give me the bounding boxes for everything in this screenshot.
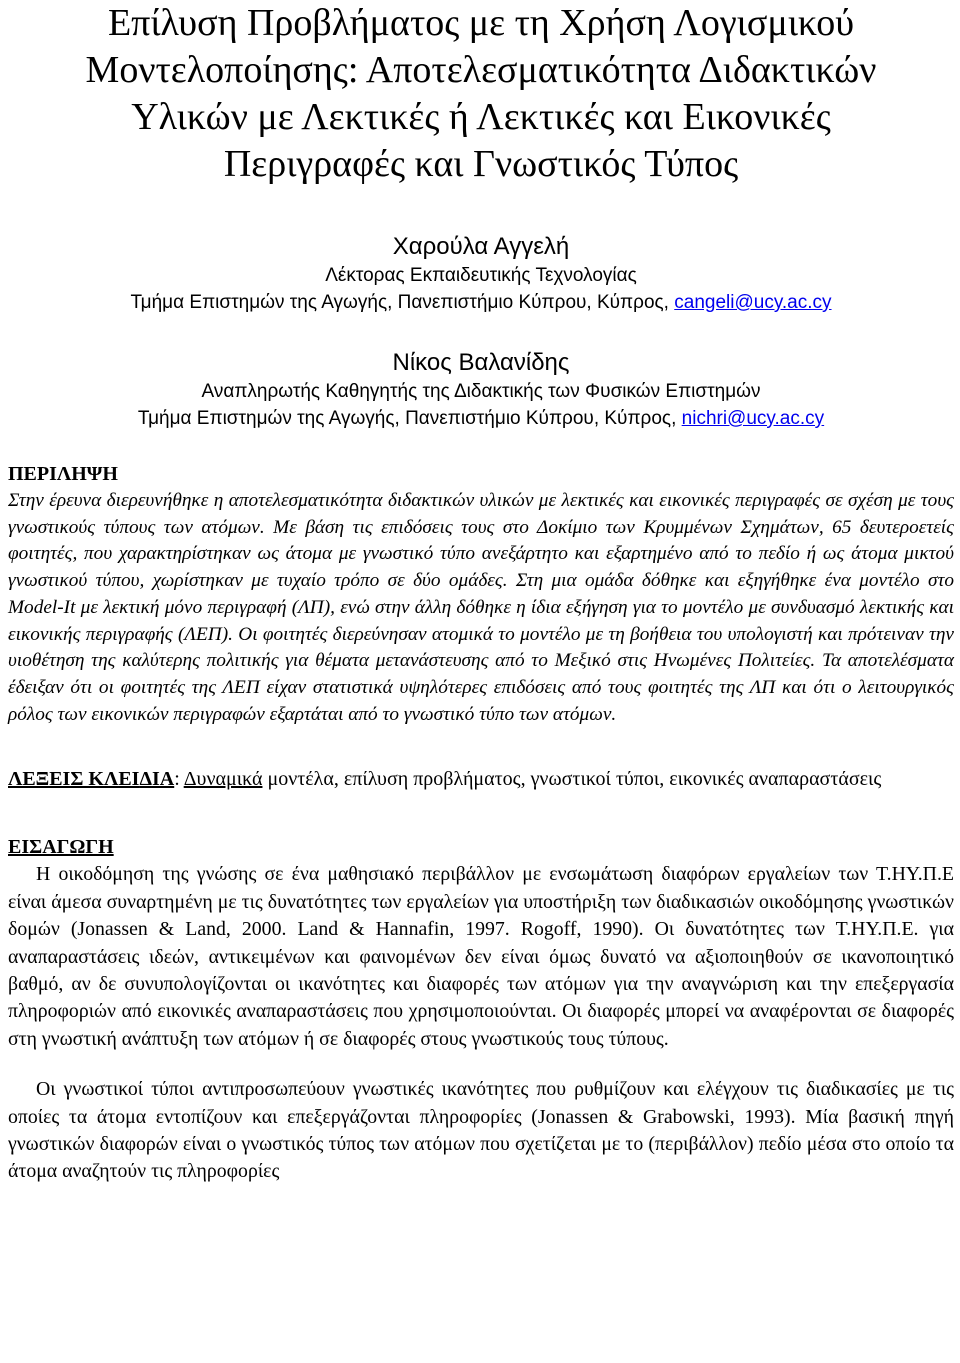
author-affiliation: Τμήμα Επιστημών της Αγωγής, Πανεπιστήμιο Κύπρου, Κύπρος, [130,292,675,313]
keywords-label-part: ΙΑ [151,768,175,791]
author-name: Νίκος Βαλανίδης [392,349,570,376]
author-email-link[interactable]: nichri@ucy.ac.cy [681,408,825,429]
author-affiliation: Τμήμα Επιστημών της Αγωγής, Πανεπιστήμιο Κύπρου, Κύπρος, [137,408,682,429]
introduction-heading-text: ΕΙΣΑΓΩΓΗ [8,836,114,859]
keywords-line [8,765,954,793]
author-email-link[interactable]: cangeli@ucy.ac.cy [674,292,832,313]
title-line: Υλικών με Λεκτικές ή Λεκτικές και Εικονικές [131,96,831,138]
author-block-1 [8,232,954,316]
introduction-paragraph: Η οικοδόμηση της γνώσης σε ένα μαθησιακό περιβάλλον με ενσωμάτωση διαφόρων εργαλείων των Τ.ΗΥ.Π.Ε είναι άμεσα συναρτημένη με τις δυνατότητες των εργαλείων για υποστήριξη των διαδικασιών οικοδόμησης γνωστικών δομών (Jonassen & Land, 2000. Land & Hannafin, 1997. Rogoff, 1990). Οι δυνατότητες των Τ.ΗΥ.Π.Ε. για αναπαραστάσεις ιδεών, αντικειμένων και φαινομένων δεν είναι όμως δυνατό να αξιοποιηθούν σε ικανοποιητικό βαθμό, αν δε συνυπολογίζονται οι ικανότητες και διαφορές των ατόμων για την αναγνώριση και την επεξεργασία πληροφοριών από εικονικές αναπαραστάσεις που χρησιμοποιούνται. Οι διαφορές μπορεί να αναφέρονται σε διαφορές στη γνωστική ανάπτυξη των ατόμων ή σε διαφορές στους γνωστικούς τους τύπους. [8,863,954,1050]
keywords-first-word: Δυναμικά [183,768,263,791]
document-page [8,0,954,1186]
keywords-label-part: ΛΕΞΕΙΣ ΚΛΕΙ [8,768,140,791]
author-block-2 [8,348,954,432]
title-line: Επίλυση Προβλήματος με τη Χρήση Λογισμικού [107,2,855,44]
title-line: Περιγραφές και Γνωστικός Τύπος [223,143,739,185]
keywords-label [8,768,174,790]
title-line: Μοντελοποίησης: Αποτελεσματικότητα Διδακτικών [85,49,877,91]
abstract-text: Στην έρευνα διερευνήθηκε η αποτελεσματικότητα διδακτικών υλικών με λεκτικές και εικονικές περιγραφές σε σχέση με τους γνωστικούς τύπους των ατόμων. Με βάση τις επιδόσεις τους στο Δοκίμιο των Κρυμμένων Σχημάτων, 65 δευτεροετείς φοιτητές, που χαρακτηρίστηκαν ως άτομα με γνωστικό τύπο ανεξάρτητο και εξαρτημένο από το πεδίο ή ως άτομα μικτού γνωστικού τύπου, χωρίστηκαν με τυχαίο τρόπο σε δύο ομάδες. Στη μια ομάδα δόθηκε και εξηγήθηκε ένα μοντέλο στο Model-It με λεκτική μόνο περιγραφή (ΛΠ), ενώ στην άλλη δόθηκε η ίδια εξήγηση για το μοντέλο με συνδυασμό λεκτικής και εικονικής περιγραφής (ΛΕΠ). Οι φοιτητές διερεύνησαν ατομικά το μοντέλο με τη βοήθεια του υπολογιστή και πρότειναν την υιοθέτηση της καλύτερης πολιτικής για θέματα μετανάστευσης από το Μεξικό στις Ηνωμένες Πολιτείες. Τα αποτελέσματα έδειξαν ότι οι φοιτητές της ΛΕΠ είχαν στατιστικά υψηλότερες επιδόσεις από τους φοιτητές της ΛΠ και ότι ο λειτουργικός ρόλος των εικονικών περιγραφών εξαρτάται από το γνωστικό τύπο των ατόμων. [8,490,954,725]
keywords-label-part: Δ [139,768,152,791]
author-affiliation-line [8,405,954,432]
introduction-paragraph: Οι γνωστικοί τύποι αντιπροσωπεύουν γνωστικές ικανότητες που ρυθμίζουν και ελέγχουν τις διαδικασίες με τις οποίες τα άτομα εντοπίζουν και επεξεργάζονται πληροφορίες (Jonassen & Grabowski, 1993). Μία βασική πηγή γνωστικών διαφορών είναι ο γνωστικός τύπος των ατόμων που σχετίζεται με το (περιβάλλον) πεδίο μέσα στο οποίο τα άτομα αναζητούν τις πληροφορίες [8,1078,954,1183]
abstract-heading: ΠΕΡΙΛΗΨΗ [8,463,118,485]
introduction-heading [8,833,954,861]
author-name: Χαρούλα Αγγελή [392,233,570,260]
author-role: Αναπληρωτής Καθηγητής της Διδακτικής των Φυσικών Επιστημών [201,381,761,402]
keywords-colon: : [174,768,180,791]
keywords-rest: μοντέλα, επίλυση προβλήματος, γνωστικοί τύποι, εικονικές αναπαραστάσεις [262,768,882,791]
author-affiliation-line [8,289,954,316]
paper-title [8,0,954,188]
author-role: Λέκτορας Εκπαιδευτικής Τεχνολογίας [325,265,637,286]
